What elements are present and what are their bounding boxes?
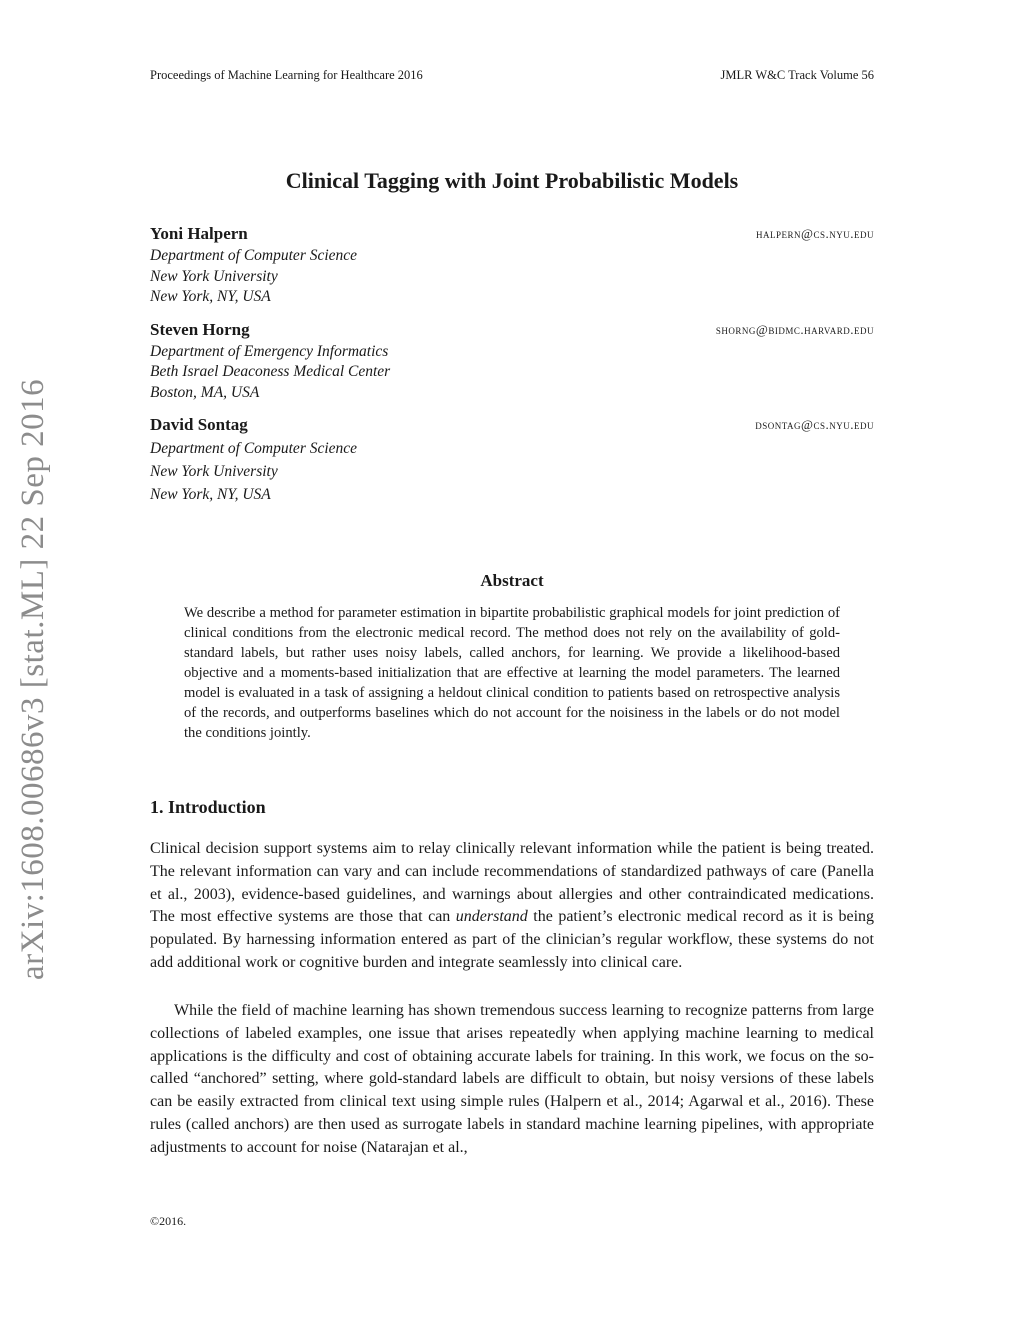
author-location: New York, NY, USA — [150, 288, 271, 305]
author-email: halpern@cs.nyu.edu — [756, 226, 874, 241]
author-email: dsontag@cs.nyu.edu — [755, 417, 874, 432]
emphasis-text: understand — [455, 908, 528, 926]
author-entry — [150, 318, 874, 404]
author-institution: New York University — [150, 267, 278, 285]
section-heading: 1. Introduction — [150, 797, 266, 817]
author-department: Department of Emergency Informatics — [150, 342, 389, 360]
author-block — [150, 222, 874, 516]
author-institution: Beth Israel Deaconess Medical Center — [150, 363, 391, 380]
paragraph-text: Clinical decision support systems aim to relay clinically relevant information while the patient is being treated. The relevant information can vary and can include recommendations of standardized pathways of care (Panella et al., 2003), evidence-based guidelines, and warnings about allergies and other contraindicated medications. The most effective systems are those that can — [150, 840, 874, 926]
intro-paragraph-1 — [150, 838, 874, 975]
author-name: Steven Horng — [150, 319, 250, 339]
author-department: Department of Computer Science — [150, 247, 358, 264]
author-entry — [150, 222, 874, 308]
author-location: Boston, MA, USA — [150, 383, 260, 401]
running-header-right: JMLR W&C Track Volume 56 — [720, 68, 874, 82]
author-department: Department of Computer Science — [150, 440, 358, 457]
copyright-notice: ©2016. — [150, 1214, 187, 1228]
abstract-heading: Abstract — [480, 571, 544, 590]
author-email: shorng@bidmc.harvard.edu — [715, 321, 874, 337]
abstract-text: We describe a method for parameter estimation in bipartite probabilistic graphical models for joint prediction of clinical conditions from the electronic medical record. The method does not rely on the availability of gold-standard labels, but rather uses noisy labels, called anchors, for learning. We provide a likelihood-based objective and a moments-based initialization that are effective at learning the model parameters. The learned model is evaluated in a task of assigning a heldout clinical condition to patients based on retrospective analysis of the records, and outperforms baselines which do not account for the noisiness in the labels or do not model the conditions jointly. — [184, 605, 840, 741]
intro-paragraph-2: While the field of machine learning has shown tremendous success learning to recognize patterns from large collections of labeled examples, one issue that arises repeatedly when applying machine learning to medical applications is the difficulty and cost of obtaining accurate labels for training. In this work, we focus on the so-called “anchored” setting, where gold-standard labels are difficult to obtain, but noisy versions of these labels can be easily extracted from clinical text using simple rules (Halpern et al., 2014; Agarwal et al., 2016). These rules (called anchors) are then used as surrogate labels in standard machine learning pipelines, with appropriate adjustments to account for noise (Natarajan et al., — [150, 1002, 874, 1156]
author-entry — [150, 413, 874, 506]
author-name: Yoni Halpern — [150, 224, 248, 243]
running-header-left: Proceedings of Machine Learning for Healthcare 2016 — [150, 68, 423, 82]
arxiv-stamp: arXiv:1608.00686v3 [stat.ML] 22 Sep 2016 — [15, 378, 51, 980]
paragraph-text: the patient’s electronic medical record as it is being populated. By harnessing information entered as part of the clinician’s regular workflow, these systems do not add additional work or cognitive burden and integrate seamlessly into clinical care. — [150, 908, 875, 971]
author-institution: New York University — [150, 463, 278, 480]
author-name: David Sontag — [150, 415, 248, 434]
author-location: New York, NY, USA — [150, 486, 271, 503]
paper-title: Clinical Tagging with Joint Probabilistic Models — [285, 168, 739, 193]
